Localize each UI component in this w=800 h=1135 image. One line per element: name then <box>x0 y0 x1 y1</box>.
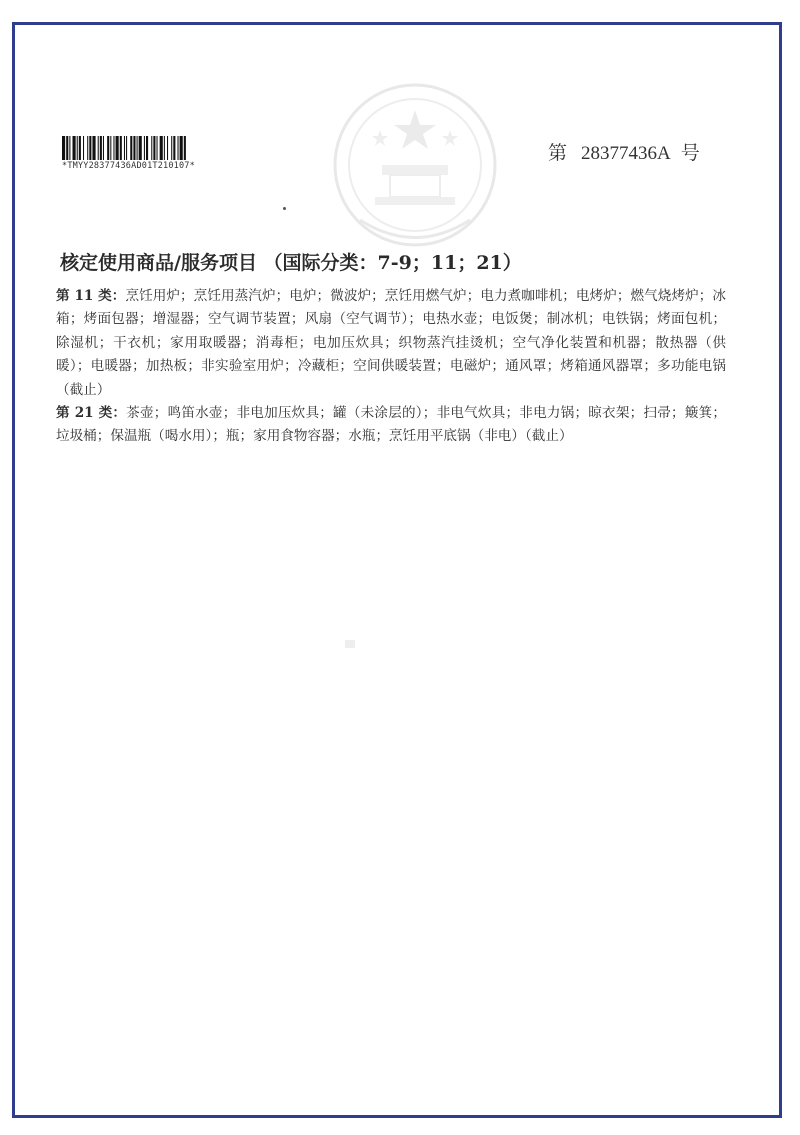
stray-mark <box>283 207 286 210</box>
registration-number-value: 28377436A <box>581 143 671 164</box>
registration-number <box>548 138 700 165</box>
national-emblem-watermark-icon <box>320 70 510 260</box>
goods-class-21 <box>56 402 726 449</box>
barcode-bars-icon <box>62 136 267 160</box>
registration-suffix: 号 <box>680 142 700 164</box>
goods-class-11 <box>56 285 726 402</box>
class-label: 第 21 类： <box>56 405 127 422</box>
class-label: 第 11 类： <box>56 288 126 304</box>
class-items: 茶壶；鸣笛水壶；非电加压炊具；罐（未涂层的）；非电气炊具；非电力锅；晾衣架；扫帚；簸箕；垃圾桶；保温瓶（喝水用）；瓶；家用食物容器；水瓶；烹饪用平底锅（非电）（截止） <box>56 405 726 445</box>
registration-prefix: 第 <box>548 142 568 164</box>
barcode <box>62 136 277 171</box>
section-title: 核定使用商品/服务项目 （国际分类：7-9；11；21） <box>60 252 522 274</box>
certificate-page <box>12 22 782 1118</box>
barcode-caption: *TMYY28377436AD01T210107* <box>62 161 195 171</box>
faint-mark <box>345 640 355 648</box>
class-items: 烹饪用炉；烹饪用蒸汽炉；电炉；微波炉；烹饪用燃气炉；电力煮咖啡机；电烤炉；燃气烧烤炉；冰箱；烤面包器；增湿器；空气调节装置；风扇（空气调节）；电热水壶；电饭煲；制冰机；电铁锅；烤面包机；除湿机；干衣机；家用取暖器；消毒柜；电加压炊具；织物蒸汽挂烫机；空气净化装置和机器；散热器（供暖）；电暖器；加热板；非实验室用炉；冷藏柜；空间供暖装置；电磁炉；通风罩；烤箱通风器罩；多功能电锅（截止） <box>56 288 726 398</box>
goods-list <box>56 285 726 449</box>
